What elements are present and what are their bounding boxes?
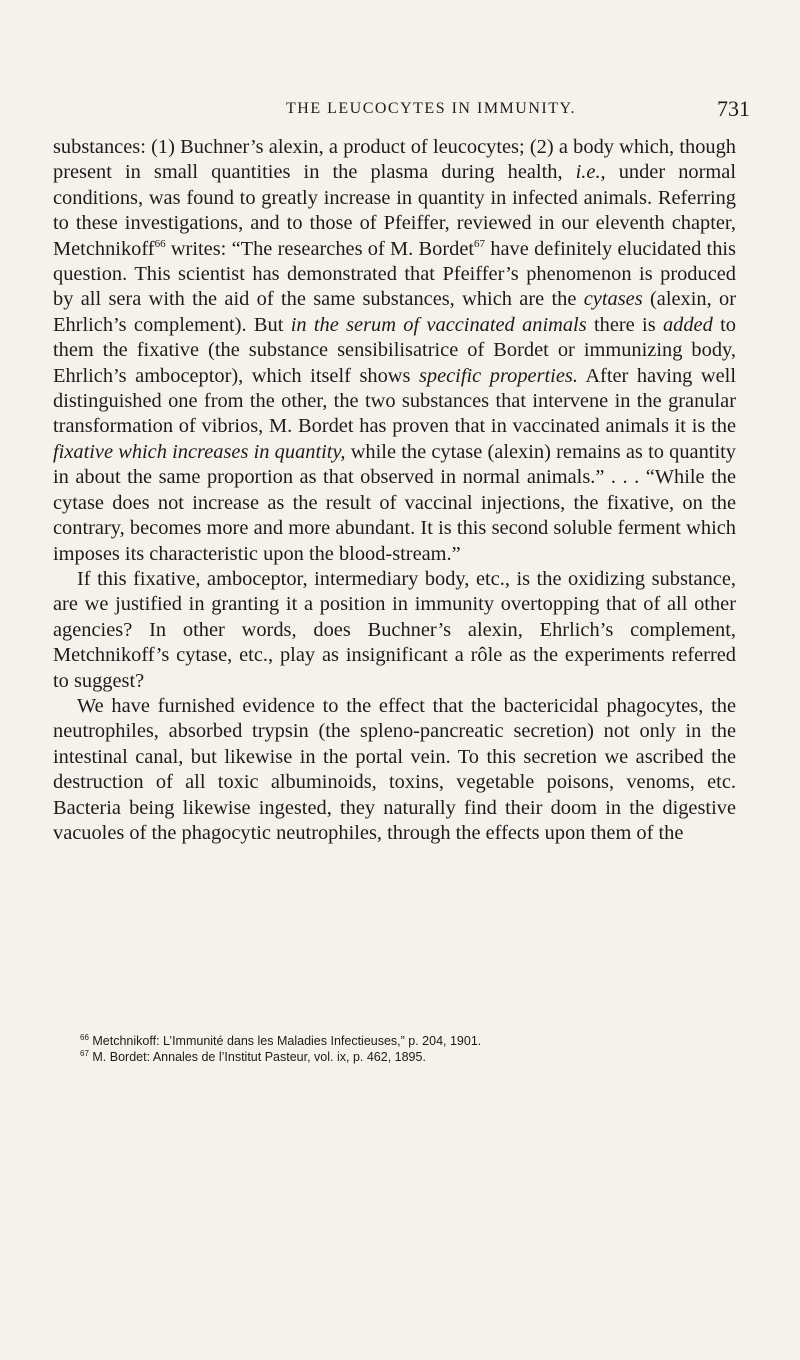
italic-run: fixative which increases in quantity, [53, 440, 346, 463]
italic-run: cytases [583, 288, 643, 311]
footnote-text: Metchnikoff: L’Immunité dans les Maladies Infectieuses,” p. 204, 1901. [92, 1034, 482, 1048]
italic-run: in the serum of vaccinated animals [290, 313, 587, 336]
body-text [53, 135, 736, 846]
footnote-number: 67 [80, 1048, 89, 1058]
footnote-66 [80, 1033, 740, 1049]
italic-run: i.e., [575, 161, 606, 184]
italic-run: added [662, 313, 713, 336]
footnote-number: 66 [80, 1032, 89, 1042]
text-run: have definitely elucidated this question. This scientist has demonstrated that Pfeiffer’s phenomenon is produced by all sera with the aid of the same substances, which are the [53, 237, 736, 311]
text-run: to them the fixative (the substance sensibilisatrice of Bordet or immunizing body, Ehrlich’s amboceptor), which itself shows [53, 313, 736, 387]
footnote-ref: 66 [154, 237, 166, 250]
running-head: THE LEUCOCYTES IN IMMUNITY. [286, 100, 576, 117]
text-run: (alexin, or Ehrlich’s complement). But [53, 288, 737, 336]
text-run: while the cytase (alexin) remains as to quantity in about the same proportion as that observed in normal animals.” . . . “While the cytase does not increase as the result of vaccinal injections, the fixative, on the contrary, becomes more and more abundant. It is this second soluble ferment which imposes its characteristic upon the blood-stream.” [53, 440, 736, 565]
footnote-ref: 67 [474, 237, 486, 250]
text-run: substances: (1) Buchner’s alexin, a product of leucocytes; (2) a body which, though present in small quantities in the plasma during health, [53, 136, 736, 184]
text-run: there is [586, 313, 663, 336]
footnote-67 [80, 1049, 740, 1065]
page-header [150, 96, 750, 124]
footnote-text: M. Bordet: Annales de l’Institut Pasteur, vol. ix, p. 462, 1895. [92, 1050, 426, 1064]
text-run: After having well distinguished one from the other, the two substances that intervene in the granular transformation of vibrios, M. Bordet has proven that in vaccinated animals it is the [53, 364, 736, 438]
text-run: under normal conditions, was found to greatly increase in quantity in infected animals. Referring to these investigations, and to those of Pfeiffer, reviewed in our eleventh chapter, Metchnikoff [53, 161, 736, 260]
footnotes [80, 1033, 740, 1065]
text-run: writes: “The researches of M. Bordet [165, 237, 475, 260]
page-number: 731 [717, 96, 750, 121]
italic-run: specific properties. [418, 364, 578, 387]
paragraph-1 [53, 135, 736, 567]
paragraph-2: If this fixative, amboceptor, intermediary body, etc., is the oxidizing substance, are we justified in granting it a position in immunity overtopping that of all other agencies? In other words, does Buchner’s alexin, Ehrlich’s complement, Metchnikoff’s cytase, etc., play as insignificant a rôle as the experiments referred to suggest? [53, 567, 736, 692]
paragraph-3: We have furnished evidence to the effect that the bactericidal phagocytes, the neutrophiles, absorbed trypsin (the spleno-pancreatic secretion) not only in the intestinal canal, but likewise in the portal vein. To this secretion we ascribed the destruction of all toxic albuminoids, toxins, vegetable poisons, venoms, etc. Bacteria being likewise ingested, they naturally find their doom in the digestive vacuoles of the phagocytic neutrophiles, through the effects upon them of the [53, 694, 736, 844]
